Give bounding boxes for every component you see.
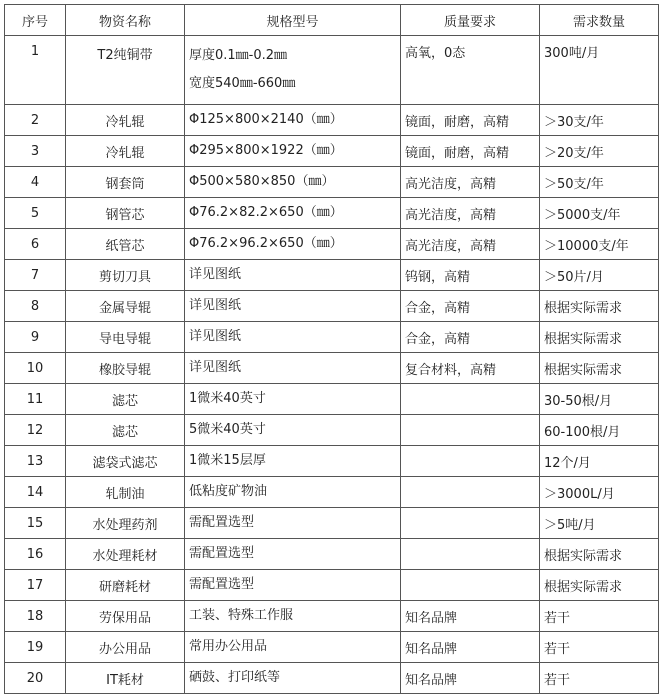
cell-quality — [401, 477, 540, 508]
cell-demand: 根据实际需求 — [540, 353, 659, 384]
cell-seq: 4 — [5, 167, 66, 198]
cell-quality — [401, 539, 540, 570]
spec-line: Φ76.2×96.2×650（㎜） — [189, 236, 343, 251]
table-row — [5, 353, 659, 384]
cell-name: 金属导辊 — [66, 291, 185, 322]
cell-spec — [185, 136, 401, 167]
cell-seq: 20 — [5, 663, 66, 694]
header-demand: 需求数量 — [540, 5, 659, 36]
cell-spec — [185, 508, 401, 539]
table-row — [5, 663, 659, 694]
cell-demand: 30-50根/月 — [540, 384, 659, 415]
cell-quality: 高氧，0态 — [401, 36, 540, 105]
cell-name: 冷轧辊 — [66, 136, 185, 167]
cell-seq: 18 — [5, 601, 66, 632]
cell-quality: 高光洁度，高精 — [401, 229, 540, 260]
cell-quality: 合金，高精 — [401, 322, 540, 353]
table-row — [5, 539, 659, 570]
cell-name: 滤芯 — [66, 384, 185, 415]
cell-spec — [185, 353, 401, 384]
table-row — [5, 570, 659, 601]
cell-demand: 根据实际需求 — [540, 539, 659, 570]
cell-quality — [401, 415, 540, 446]
cell-name: 水处理药剂 — [66, 508, 185, 539]
spec-line: 工装、特殊工作服 — [189, 608, 294, 623]
header-spec: 规格型号 — [185, 5, 401, 36]
cell-quality: 镜面，耐磨，高精 — [401, 105, 540, 136]
cell-spec — [185, 477, 401, 508]
table-row — [5, 198, 659, 229]
cell-quality — [401, 508, 540, 539]
cell-quality: 钨钢，高精 — [401, 260, 540, 291]
cell-spec — [185, 539, 401, 570]
cell-seq: 6 — [5, 229, 66, 260]
cell-spec — [185, 105, 401, 136]
cell-demand: ＞5吨/月 — [540, 508, 659, 539]
spec-line: 1微米40英寸 — [189, 391, 266, 406]
cell-name: 办公用品 — [66, 632, 185, 663]
cell-seq: 10 — [5, 353, 66, 384]
cell-name: 滤袋式滤芯 — [66, 446, 185, 477]
table-row — [5, 36, 659, 105]
cell-name: 研磨耗材 — [66, 570, 185, 601]
cell-spec — [185, 663, 401, 694]
table-row — [5, 477, 659, 508]
cell-name: 钢管芯 — [66, 198, 185, 229]
cell-seq: 15 — [5, 508, 66, 539]
cell-seq: 17 — [5, 570, 66, 601]
cell-spec — [185, 415, 401, 446]
table-row — [5, 260, 659, 291]
table-row — [5, 136, 659, 167]
table-row — [5, 415, 659, 446]
spec-line: 厚度0.1㎜-0.2㎜ — [189, 48, 288, 63]
table-row — [5, 446, 659, 477]
spec-line: 1微米15层厚 — [189, 453, 266, 468]
spec-line: 5微米40英寸 — [189, 422, 266, 437]
cell-spec — [185, 384, 401, 415]
cell-seq: 7 — [5, 260, 66, 291]
spec-line: 硒鼓、打印纸等 — [189, 670, 281, 685]
cell-demand: ＞50支/年 — [540, 167, 659, 198]
cell-quality — [401, 570, 540, 601]
cell-demand: ＞10000支/年 — [540, 229, 659, 260]
cell-quality: 知名品牌 — [401, 601, 540, 632]
cell-seq: 16 — [5, 539, 66, 570]
cell-seq: 14 — [5, 477, 66, 508]
cell-quality: 知名品牌 — [401, 632, 540, 663]
spec-line: 常用办公用品 — [189, 639, 268, 654]
table-row — [5, 105, 659, 136]
spec-line: 详见图纸 — [189, 267, 242, 282]
cell-quality: 高光洁度，高精 — [401, 167, 540, 198]
cell-spec — [185, 260, 401, 291]
header-name: 物资名称 — [66, 5, 185, 36]
cell-seq: 5 — [5, 198, 66, 229]
table-row — [5, 632, 659, 663]
cell-spec — [185, 229, 401, 260]
cell-spec — [185, 167, 401, 198]
cell-name: 剪切刀具 — [66, 260, 185, 291]
cell-name: 冷轧辊 — [66, 105, 185, 136]
spec-line: 宽度540㎜-660㎜ — [189, 76, 296, 91]
cell-seq: 1 — [5, 36, 66, 105]
cell-quality — [401, 384, 540, 415]
cell-seq: 3 — [5, 136, 66, 167]
cell-spec — [185, 446, 401, 477]
cell-seq: 2 — [5, 105, 66, 136]
cell-name: 钢套筒 — [66, 167, 185, 198]
cell-name: 滤芯 — [66, 415, 185, 446]
table-body — [5, 36, 659, 694]
cell-demand: 根据实际需求 — [540, 570, 659, 601]
cell-demand: 根据实际需求 — [540, 291, 659, 322]
table-row — [5, 601, 659, 632]
cell-quality: 高光洁度，高精 — [401, 198, 540, 229]
cell-name: 纸管芯 — [66, 229, 185, 260]
spec-line: 详见图纸 — [189, 360, 242, 375]
cell-demand: 根据实际需求 — [540, 322, 659, 353]
cell-spec — [185, 198, 401, 229]
spec-line: Φ500×580×850（㎜） — [189, 174, 335, 189]
spec-line: 低粘度矿物油 — [189, 484, 268, 499]
cell-quality: 复合材料，高精 — [401, 353, 540, 384]
cell-seq: 8 — [5, 291, 66, 322]
spec-line: Φ125×800×2140（㎜） — [189, 112, 343, 127]
cell-demand: 若干 — [540, 601, 659, 632]
cell-seq: 19 — [5, 632, 66, 663]
cell-name: 水处理耗材 — [66, 539, 185, 570]
table-row — [5, 167, 659, 198]
cell-name: IT耗材 — [66, 663, 185, 694]
cell-quality — [401, 446, 540, 477]
cell-demand: 若干 — [540, 632, 659, 663]
cell-demand: ＞50片/月 — [540, 260, 659, 291]
table-row — [5, 384, 659, 415]
cell-spec — [185, 632, 401, 663]
spec-line: 详见图纸 — [189, 329, 242, 344]
header-seq: 序号 — [5, 5, 66, 36]
cell-spec — [185, 36, 401, 105]
cell-demand: ＞3000L/月 — [540, 477, 659, 508]
cell-spec — [185, 570, 401, 601]
table-row — [5, 508, 659, 539]
header-quality: 质量要求 — [401, 5, 540, 36]
cell-seq: 13 — [5, 446, 66, 477]
cell-quality: 镜面，耐磨，高精 — [401, 136, 540, 167]
cell-name: 劳保用品 — [66, 601, 185, 632]
cell-quality: 知名品牌 — [401, 663, 540, 694]
cell-spec — [185, 322, 401, 353]
spec-line: 需配置选型 — [189, 546, 255, 561]
cell-demand: 60-100根/月 — [540, 415, 659, 446]
table-header-row — [5, 5, 659, 36]
cell-demand: ＞5000支/年 — [540, 198, 659, 229]
spec-line: Φ295×800×1922（㎜） — [189, 143, 343, 158]
cell-name: 导电导辊 — [66, 322, 185, 353]
cell-demand: 若干 — [540, 663, 659, 694]
cell-seq: 12 — [5, 415, 66, 446]
spec-line: 详见图纸 — [189, 298, 242, 313]
table-row — [5, 229, 659, 260]
cell-demand: 300吨/月 — [540, 36, 659, 105]
spec-line: 需配置选型 — [189, 515, 255, 530]
cell-quality: 合金，高精 — [401, 291, 540, 322]
table-row — [5, 322, 659, 353]
cell-seq: 9 — [5, 322, 66, 353]
cell-name: 轧制油 — [66, 477, 185, 508]
table-row — [5, 291, 659, 322]
cell-name: T2纯铜带 — [66, 36, 185, 105]
spec-line: 需配置选型 — [189, 577, 255, 592]
cell-spec — [185, 291, 401, 322]
cell-demand: 12个/月 — [540, 446, 659, 477]
cell-spec — [185, 601, 401, 632]
cell-seq: 11 — [5, 384, 66, 415]
cell-name: 橡胶导辊 — [66, 353, 185, 384]
cell-demand: ＞30支/年 — [540, 105, 659, 136]
materials-table — [4, 4, 659, 694]
spec-line: Φ76.2×82.2×650（㎜） — [189, 205, 343, 220]
cell-demand: ＞20支/年 — [540, 136, 659, 167]
